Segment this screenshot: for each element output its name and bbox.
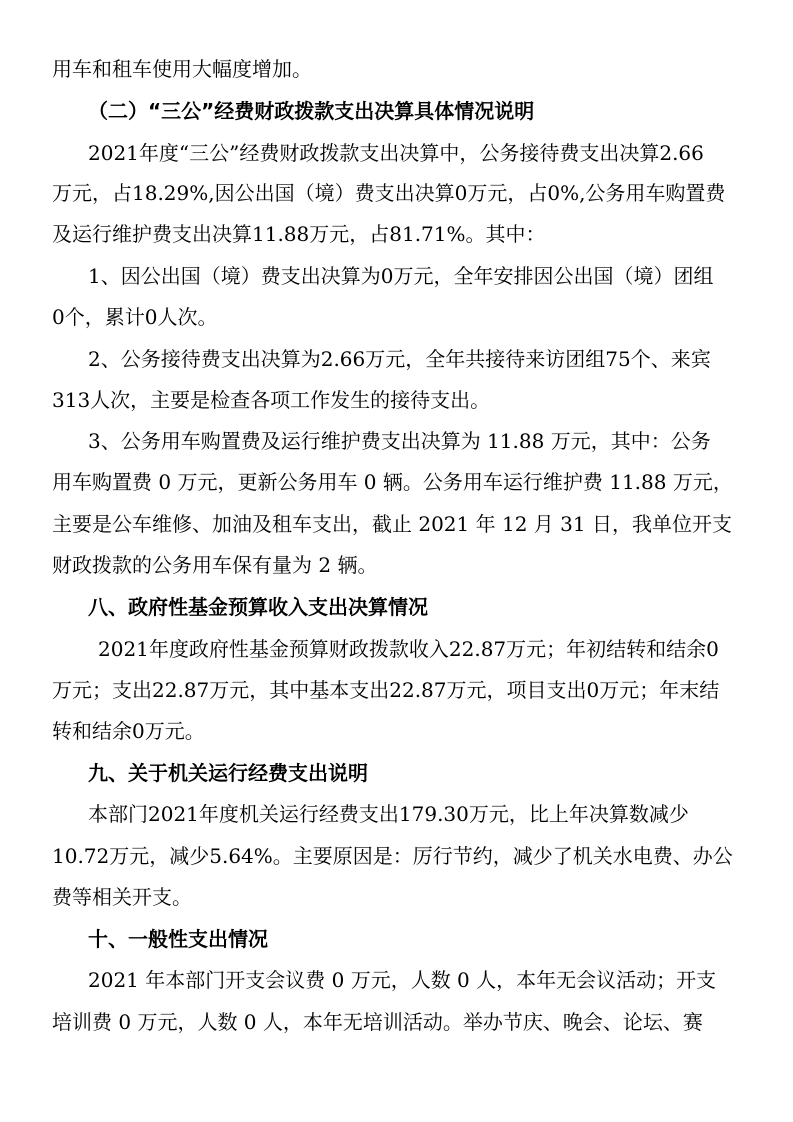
paragraph-line: 及运行维护费支出决算11.88万元，占81.71%。其中： — [52, 222, 546, 246]
section-heading: 十、一般性支出情况 — [88, 927, 268, 951]
paragraph-line: 用车和租车使用大幅度增加。 — [52, 57, 312, 81]
section-heading: 八、政府性基金预算收入支出决算情况 — [88, 595, 428, 619]
paragraph-line: 10.72万元，减少5.64%。主要原因是：厉行节约，减少了机关水电费、办公 — [52, 844, 733, 868]
paragraph-line: 用车购置费 0 万元，更新公务用车 0 辆。公务用车运行维护费 11.88 万元， — [52, 470, 733, 494]
paragraph-line: 财政拨款的公务用车保有量为 2 辆。 — [52, 553, 378, 577]
paragraph-line: 万元；支出22.87万元，其中基本支出22.87万元，项目支出0万元；年末结 — [52, 678, 720, 702]
section-heading: （二）“三公”经费财政拨款支出决算具体情况说明 — [88, 99, 535, 123]
paragraph-line: 万元，占18.29%,因公出国（境）费支出决算0万元，占0%,公务用车购置费 — [52, 181, 726, 205]
paragraph-line: 2021 年本部门开支会议费 0 万元，人数 0 人，本年无会议活动；开支 — [88, 968, 717, 992]
paragraph-line: 费等相关开支。 — [52, 885, 192, 909]
paragraph-line: 0个，累计0人次。 — [52, 305, 218, 329]
paragraph-line: 转和结余0万元。 — [52, 719, 205, 743]
paragraph-line: 2021年度“三公”经费财政拨款支出决算中，公务接待费支出决算2.66 — [88, 141, 704, 165]
paragraph-line: 2、公务接待费支出决算为2.66万元，全年共接待来访团组75个、来宾 — [88, 347, 711, 371]
section-heading: 九、关于机关运行经费支出说明 — [88, 761, 368, 785]
paragraph-line: 313人次，主要是检查各项工作发生的接待支出。 — [52, 388, 491, 412]
paragraph-line: 1、因公出国（境）费支出决算为0万元，全年安排因公出国（境）团组 — [88, 264, 714, 288]
paragraph-line: 本部门2021年度机关运行经费支出179.30万元，比上年决算数减少 — [88, 802, 689, 826]
paragraph-line: 2021年度政府性基金预算财政拨款收入22.87万元；年初结转和结余0 — [98, 637, 719, 661]
paragraph-line: 主要是公车维修、加油及租车支出，截止 2021 年 12 月 31 日，我单位开支 — [52, 512, 732, 536]
paragraph-line: 培训费 0 万元，人数 0 人，本年无培训活动。举办节庆、晚会、论坛、赛 — [52, 1010, 703, 1034]
paragraph-line: 3、公务用车购置费及运行维护费支出决算为 11.88 万元，其中：公务 — [88, 429, 711, 453]
